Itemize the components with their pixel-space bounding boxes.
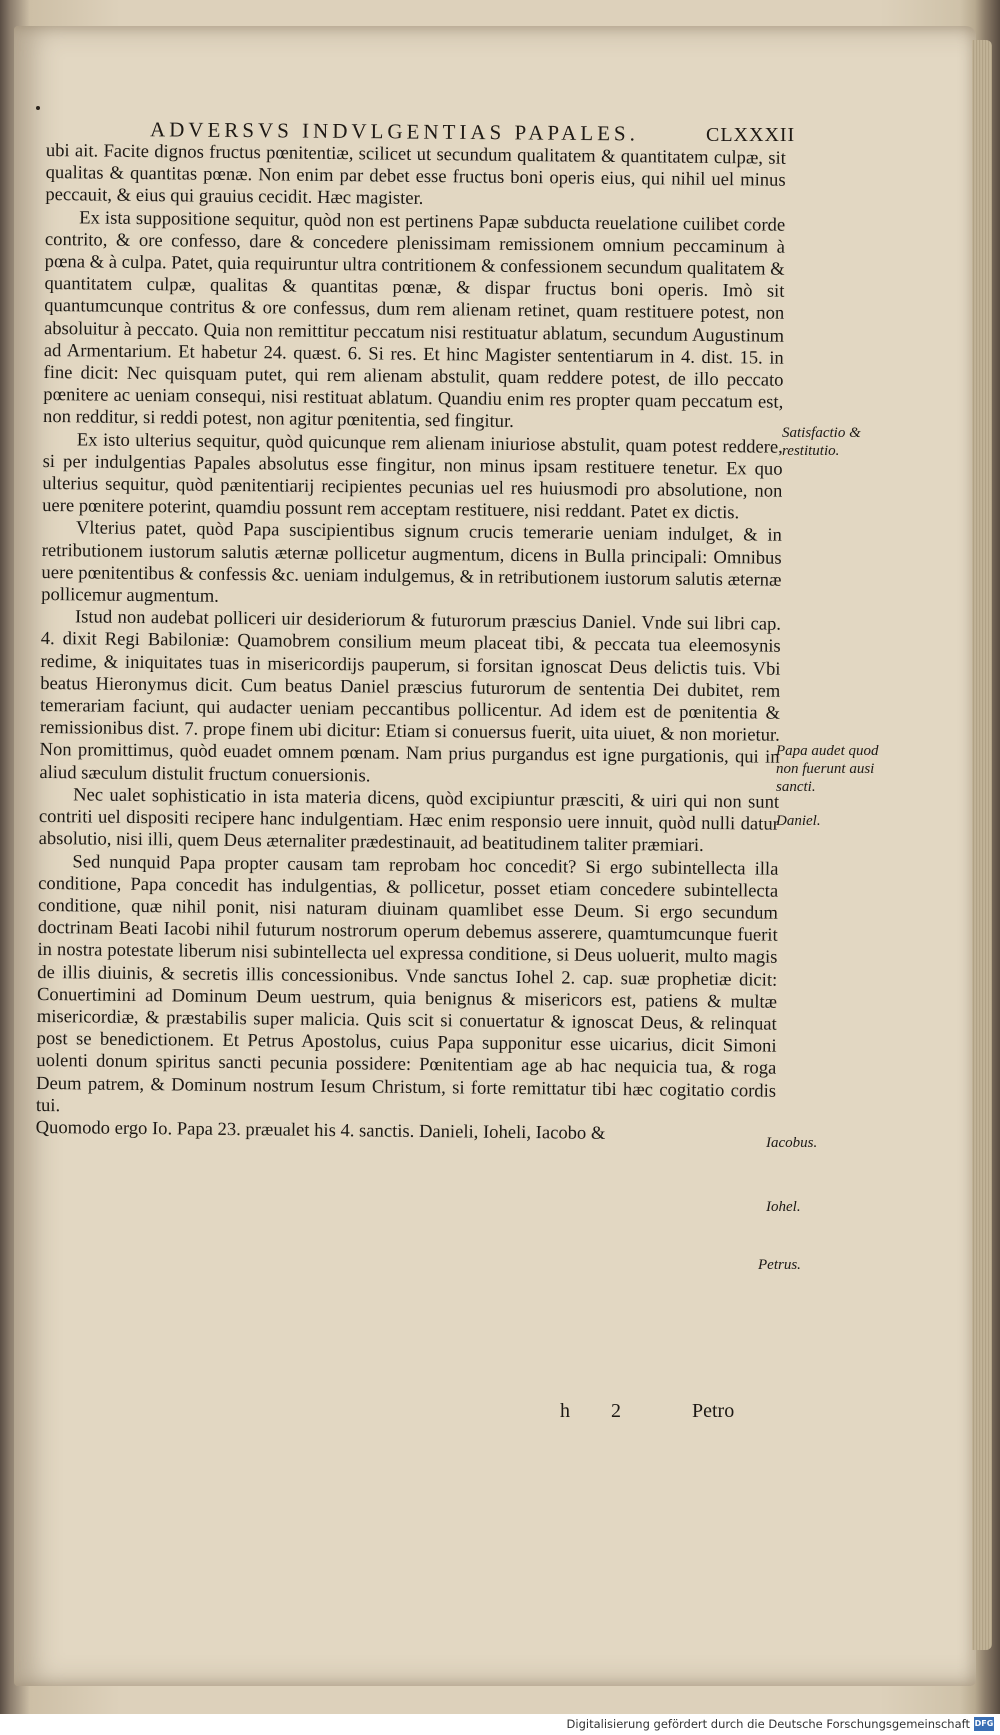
ink-speck <box>36 106 40 110</box>
main-text-block <box>36 140 786 1147</box>
margin-note: Papa audet quod non fuerunt ausi sancti. <box>776 743 879 795</box>
margin-note: Iohel. <box>766 1199 801 1215</box>
digitization-credit: Digitalisierung gefördert durch die Deutsche Forschungsgemeinschaft <box>566 1717 970 1731</box>
margin-note: Daniel. <box>776 813 821 829</box>
paragraph: Vlterius patet, quòd Papa suscipientibus signum crucis temerarie ueniam indulget, & in retributionem iustorum salutis æternæ pollicetur augmentum, dicens in Bulla principali: Omnibus uere pœnitentibus & confessis &c. ueniam indulgemus, & in retributionem iustorum salutis æternæ pollicemur augmentum. <box>41 517 783 607</box>
folio-number: CLXXXII <box>706 124 796 146</box>
signature-mark: h 2 <box>560 1400 639 1422</box>
page-edges <box>972 40 992 1650</box>
paragraph: Ex isto ulterius sequitur, quòd quicunque rem alienam iniuriose abstulit, quam potest reddere, si per indulgentias Papales absolutus esse fingitur, non minus ipsam restituere tenetur. Ex quo ulterius sequitur, quòd pænitentiarij recipientes pecunias uel res huiusmodi pro absolutione, non uere pœnitere poterint, quamdiu possunt rem acceptam restituere, nisi reddant. Patet ex dictis. <box>42 428 783 524</box>
margin-note: Iacobus. <box>766 1135 818 1151</box>
paragraph: Ex ista suppositione sequitur, quòd non est pertinens Papæ subducta reuelatione cuilibet corde contrito, & ore confesso, dare & concedere plenissimam remissionem omnium peccaminum à pœna & à culpa. Patet, quia requiruntur ultra contritionem & confessionem secundum qualitatem & quantitatem culpæ, qualitas & quantitas pœnæ, & dispar fructus boni operis. Imò sit quantumcunque contritus & ore confessus, dum rem alienam retinet, quam restituere potest, non absoluitur à peccato. Quia non remittitur peccatum nisi restituatur ablatum, secundum Augustinum ad Armentarium. Et habetur 24. quæst. 6. Si res. Et hinc Magister sententiarum in 4. dist. 15. in fine dicit: Nec quisquam putet, qui rem alienam abstulit, quam reddere potest, de illo peccato pœnitere ac ueniam consequi, nisi restituat ablatum. Quandiu enim res propter quam peccatum est, non redditur, si reddi potest, non agitur pœnitentia, sed fingitur. <box>42 206 786 433</box>
running-title: ADVERSVS INDVLGENTIAS PAPALES. <box>149 117 640 146</box>
catchword: Petro <box>692 1400 735 1422</box>
paragraph: Quomodo ergo Io. Papa 23. præualet his 4. sanctis. Danieli, Ioheli, Iacobo & <box>35 1116 606 1144</box>
paragraph: ubi ait. Facite dignos fructus pœnitentiæ, scilicet ut secundum qualitatem & quantitatem culpæ, sit qualitas & quantitas pœnæ. Non enim par debet esse fructus boni operis eius, qui nihil uel minus peccauit, & eius qui grauius cecidit. Hæc magister. <box>45 140 786 210</box>
margin-note: Satisfactio & restitutio. <box>782 425 861 459</box>
paragraph: Istud non audebat polliceri uir desideriorum & futurorum præscius Daniel. Vnde sui libri cap. 4. dixit Regi Babiloniæ: Quamobrem consilium meum placeat tibi, & peccata tua eleemosynis redime, & iniquitates tuas in misericordijs pauperum, si forsitan ignoscat Deus delictis tuis. Vbi beatus Hieronymus dicit. Cum beatus Daniel præscius futurorum de sententia Dei dubitet, rem temerariam faciunt, qui audacter ueniam peccantibus pollicentur. Ad idem est de pœnitentia & remissionibus dist. 7. prope finem ubi dicitur: Etiam si conuersus fuerit, uita uiuet, & non morietur. Non promittimus, quòd euadet omnem pœnam. Nam prius purgandus est igne purgationis, qui in aliud sæculum distulit fructum conuersionis. <box>39 606 782 787</box>
paragraph: Sed nunquid Papa propter causam tam reprobam hoc concedit? Si ergo subintellecta illa conditione, Papa concedit has indulgentias, & pollicetur, posset etiam concedere subintellecta conditione, quæ nihil ponit, nisi naturam diuinam quamlibet esse Deum. Si ergo secundum doctrinam Beati Iacobi nihil futurum nostrorum operum debemus asserere, quamtumcunque fuerit in nostra potestate liberum nisi subintellecta uel expressa conditione, si Deus uoluerit, multo magis de illis diuinis, & secretis illis concessionibus. Vnde sanctus Iohel 2. cap. suæ prophetiæ dicit: Conuertimini ad Dominum Deum uestrum, quia benignus & misericors est, patiens & multæ misericordiæ, & præstabilis super malicia. Quis scit si conuertatur & ignoscat Deus, & relinquat post se benedictionem. Et Petrus Apostolus, cuius Papa supponitur esse uicarius, dicit Simoni uolenti donum spiritus sancti pecunia possidere: Pœnitentiam age ab hac nequicia tua, & roga Deum patrem, & Dominum nostrum Iesum Christum, si forte remittatur tibi hæc cogitatio cordis tui. <box>35 850 779 1116</box>
paragraph: Nec ualet sophisticatio in ista materia dicens, quòd excipiuntur præsciti, & uiri qui non sunt contriti uel dispositi recipere hanc indulgentiam. Hæc enim responsio uere innuit, quòd nulli datur absolutio, nisi illi, quem Deus æternaliter prædestinauit, ad beatitudinem taliter præmiari. <box>38 784 780 857</box>
margin-note: Petrus. <box>758 1257 801 1273</box>
dfg-logo: DFG <box>974 1717 994 1731</box>
